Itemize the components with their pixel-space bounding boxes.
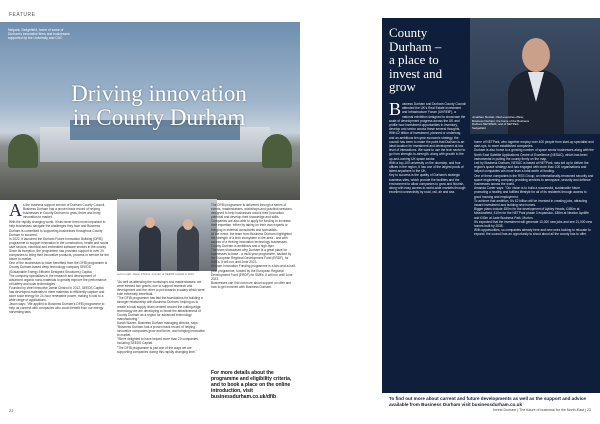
drop-cap: A	[9, 200, 22, 220]
body-paragraph: To achieve that ambition, it's £2 billion will be invested in creating jobs, attracting inward investment and building new homes.	[474, 198, 588, 208]
headline-line-2: in County Durham	[72, 105, 246, 130]
body-paragraph: "The DFIB programme is just one of the ways we are supporting companies during this rapidly changing time."	[117, 345, 197, 354]
right-headline-line: Durham –	[389, 38, 442, 54]
hero-caption: Netpark, Sedgefield, home of some of Durham's innovative firms and businesses supported by the University and CDC	[8, 28, 70, 41]
article-column-2	[117, 280, 207, 354]
headline	[34, 82, 284, 130]
body-paragraph: Key to success is the quality of Durham's strategic business sites, which provide the facilities and the environment to allow companies to grow and flourish, along with easy access to world-wide markets through excellent connectivity by road, rail, air and sea.	[389, 173, 466, 195]
right-headline-line: invest and	[389, 65, 443, 81]
body-paragraph: One of the businesses to have benefited from the DFIB programme is County Durham-based deep technology company SEEDS (Sustainable Energy Efficient Designed Structures) Capital.	[9, 261, 108, 274]
body-paragraph: With a top-100 university on the doorstep, and four offices in the region, it has one of the largest pools of talent anywhere in the UK.	[389, 160, 464, 174]
body-paragraph: Jason says: "We applied to Business Durham's DFIB programme to help us connect with companies who could benefit from our energy harvesting tabs.	[9, 302, 105, 315]
headline-line-1: Driving innovation	[71, 81, 247, 106]
promo-callout-right: To find out more about current and future developments as well as the support and advice available from Business Durham visit businessdurham.co.uk	[389, 396, 594, 407]
page-footer-right: Invest Durham | The future of business for the North-East | 23	[492, 408, 591, 412]
right-column-1	[389, 99, 467, 195]
right-headline-line: a place to	[389, 52, 439, 67]
portrait-face	[522, 38, 550, 72]
body-paragraph: Bigger plans include £50m for the development of Aykley Heads, £450m at Meadowfield, £10m for the NETPark phase 3 expansion, £80m at Newton Aycliffe and £40m at Jade Business Park, Murton.	[474, 207, 589, 220]
body-paragraph: The team showcased why Durham is a great place for businesses to base - a multi-year programme, backed by the European Regional Development Fund (ERDF), for SMEs. It will run until June 2023.	[211, 248, 292, 265]
body-paragraph: "We're delighted to have helped more than 20 companies, including SEEDS Capital.	[117, 337, 199, 346]
inline-photo	[117, 199, 217, 271]
body-paragraph: The company specialises in the research and development of advanced organic nano-materials to greatly improve the performance of battery and solar technologies.	[9, 273, 107, 286]
body-paragraph: With opportunities, so companies already here and new ones looking to relocate to expand, the council has an opportunity to shout about all the county has to offer.	[474, 228, 591, 237]
hero-tree	[8, 134, 38, 168]
section-label: FEATURE	[9, 12, 36, 18]
body-paragraph: Companies are also able to apply for funding to increase their expertise, either by taking on their own experts or bringing in external consultants and specialists.	[211, 219, 291, 232]
body-paragraph: Businesses can find out more about support on offer and how to get involved with Business Durham.	[211, 280, 292, 289]
body-paragraph: "As well as attending the workshops and masterclasses, we were elected two grants, one to support research and development and the other to put towards a salary which were both extremely beneficial.	[117, 280, 205, 297]
intro-paragraph: usiness Durham and Durham County Council attended the UK's Real Estate Investment and Infrastructure Forum (UKREiiF), a national exhibition designed to showcase the scale of development progress across the UK and profile how investment opportunities in inventory, develop and sector across these several thoughts.	[389, 102, 466, 132]
body-paragraph: Durham is also home to a growing number of space sector businesses along with the North East Satellite Applications Centre of Excellence (NESAC), which has been instrumental in putting the county firmly on the map.	[474, 148, 594, 161]
promo-callout: For more details about the programme and eligibility criteria, and to book a place on the online introduction, visit businessdurham.co.uk/dfib	[211, 370, 292, 400]
body-paragraph: home of NETPark, who together employ over 400 people from start-up specialist and start-ups, to more established companies.	[474, 140, 594, 149]
body-paragraph: At the event, the team from Business Durham highlighted the strength of a tech ecosystem in the area - and with access of a thriving innovation technology businesses, County Durham is ambitious and a high-flyer.	[211, 231, 292, 248]
photo-person-head	[183, 219, 193, 230]
intro-paragraph: s the business support service of Durham County Council, Business Durham has a proven track record of helping businesses in County Durham to grow, thrive and bring innovation to market.	[23, 203, 106, 220]
right-column-2	[474, 140, 594, 237]
body-paragraph: It's expected that the investment will generate 10,000 new jobs and see 21,000 new homes built by 2035.	[474, 219, 593, 229]
body-paragraph: Led by Business Durham, NESAC is based at NETPark, was set up to deliver the region's space strategy and has engaged with more than 100 organisations and helped companies win more than a total worth of funding.	[474, 161, 589, 174]
article-column-3	[211, 203, 296, 289]
body-paragraph: Durham Innovation Funding programme is a two-and-a-half-year programme, funded by the European Regional Development Fund (ERDF) for SMEs. It will run until June 2023.	[211, 264, 296, 281]
right-headline	[389, 26, 467, 94]
body-paragraph: With £2 billion of investment, planned or underway, and an ambitious ten-year economic strategy, the council has been to make the point that Durham is an ideal location for investment and development at low level of interactions. We want to use the tech sector to go from strength-to-strength, along with growth in the up-and-coming UK space sector.	[389, 131, 466, 161]
right-headline-line: grow	[389, 79, 416, 94]
body-paragraph: With the rapidly changing world, it has never been more important to help businesses navigate the challenges they face and Business Durham is committed to supporting businesses throughout County Durham to succeed.	[9, 220, 106, 237]
body-paragraph: "The DFIB programme has laid the foundations for building a stronger relationship with Business Durham, helping us to create a local supply chain centred around the cutting-edge technology we are developing to boost the attractiveness of County Durham as a region for advanced technology manufacturing."	[117, 296, 203, 321]
body-paragraph: Founded by chief executive Jamie Chishol in 2012, SEEDS Capital has developed materials to meet materials to efficiently capture and store solar energy for 24-hour renewable power, making it cost to a wide range of applications.	[9, 285, 105, 303]
portrait-caption: Jonathan Sinclair, chief executive officer, Business Durham: the home of the Business Durham NETPARK, and of NETPark Sedgefield	[472, 115, 530, 130]
hero-ground	[0, 162, 300, 200]
footer-text: Invest Durham | The future of business for the North-East	[492, 408, 585, 412]
photo-person	[177, 225, 199, 271]
article-column-1	[9, 200, 109, 315]
photo-person	[139, 225, 161, 271]
body-paragraph: The DFIB programme is delivered through a series of events, masterclasses, workshops and practical sessions, designed to help businesses unlock their innovation potential and develop their knowledge and skills.	[211, 203, 293, 220]
hero-tree	[262, 134, 292, 168]
photo-caption: Left to right: Jason Chishol, founder of SEEDS Capital in 2012	[117, 272, 194, 276]
body-paragraph: One of these companies is the RSS Group, an internationally-renowned security and space engineering company providing services to aerospace, security and defence businesses across the world.	[474, 173, 594, 187]
body-paragraph: Sarah Slaven, Business Durham managing director, says: "Business Durham has a proven track record of helping innovative companies grow and thrive, and bringing innovation to market.	[117, 320, 206, 338]
drop-cap: B	[389, 99, 402, 119]
body-paragraph: Since its inception, the programme has provided support to over 20 companies to bring their innovative products, process or service for the future to market.	[9, 249, 109, 262]
right-headline-line: County	[389, 25, 428, 40]
page-number-right: 23	[587, 408, 591, 412]
photo-person-head	[145, 217, 155, 228]
page-number-left: 22	[9, 408, 14, 413]
body-paragraph: In 2022, it launched the Durham Future Innovation Building (DFIB) programme to support innovation in the construction, health and social care sectors, electrical and embedded software sectors in the county.	[9, 236, 109, 249]
body-paragraph: Amanda Carter says: "Our vision is to build a successful, sustainable future promoting a healthy and fulfilled lifestyle for all of its residents through access to good housing and employment.	[474, 186, 587, 199]
